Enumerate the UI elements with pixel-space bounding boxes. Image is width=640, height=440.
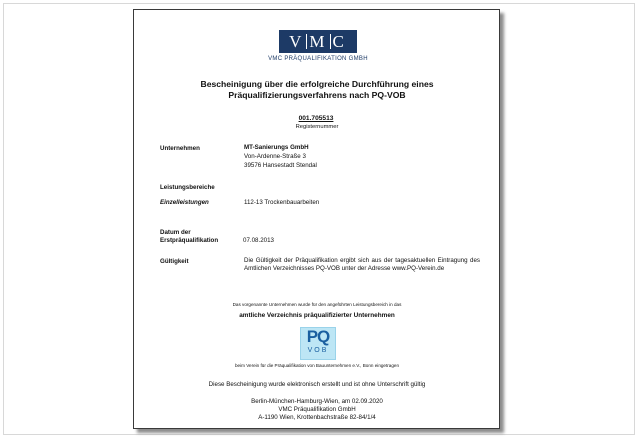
logo-divider xyxy=(330,34,331,49)
company-street: Von-Ardenne-Straße 3 xyxy=(244,153,306,160)
services-label: Leistungsbereiche xyxy=(160,184,215,191)
register-label: Registernummer xyxy=(295,124,339,130)
validity-label: Gültigkeit xyxy=(160,258,189,265)
footer-place-date: Berlin-München-Hamburg-Wien, am 02.09.2020 xyxy=(251,398,383,405)
registered-note: Das vorgenannte Unternehmen wurde für den angeführten Leistungsbereich in das xyxy=(232,302,402,307)
document-title: Bescheinigung über die erfolgreiche Durchführung eines Präqualifizierungsverfahrens nach PQ-VOB xyxy=(200,79,434,100)
pq-logo-text: PQ xyxy=(306,327,330,346)
vmc-logo xyxy=(279,30,357,53)
logo-letter-m: M xyxy=(309,31,328,51)
company-city: 39576 Hansestadt Stendal xyxy=(244,162,317,169)
company-name: MT-Sanierungs GmbH xyxy=(244,144,309,151)
verein-note: beim Verein für die Präqualifikation von Bauunternehmen e.V., Bonn eingetragen xyxy=(234,363,400,368)
footer-company: VMC Präqualifikation GmbH xyxy=(278,406,356,413)
date-label-line2: Erstpräqualifikation xyxy=(160,237,219,244)
validity-text: Die Gültigkeit der Präqualifikation ergibt sich aus der tagesaktuellen Eintragung des Amtlichen Verzeichnisses PQ-VOB unter der Adresse www.PQ-Verein.de xyxy=(244,257,480,272)
footer-address: A-1190 Wien, Krottenbachstraße 82-84/1/4 xyxy=(258,414,376,421)
services-value: 112-13 Trockenbauarbeiten xyxy=(244,199,320,206)
logo-divider xyxy=(306,34,307,49)
pq-vob-logo xyxy=(300,327,336,360)
register-number: 001.705513 xyxy=(298,115,334,122)
amtliches-verzeichnis: amtliche Verzeichnis präqualifizierter Unternehmen xyxy=(239,312,395,319)
logo-subtitle: VMC PRÄQUALIFIKATION GMBH xyxy=(268,56,368,62)
date-value: 07.08.2013 xyxy=(243,237,274,244)
vob-logo-text: VOB xyxy=(307,347,329,354)
date-label-line1: Datum der xyxy=(160,229,191,236)
services-sub-label: Einzelleistungen xyxy=(160,199,209,206)
logo-letter-c: C xyxy=(332,31,347,51)
logo-letter-v: V xyxy=(289,31,305,51)
electronic-note: Diese Bescheinigung wurde elektronisch erstellt und ist ohne Unterschrift gültig xyxy=(208,381,426,388)
company-label: Unternehmen xyxy=(160,145,200,152)
